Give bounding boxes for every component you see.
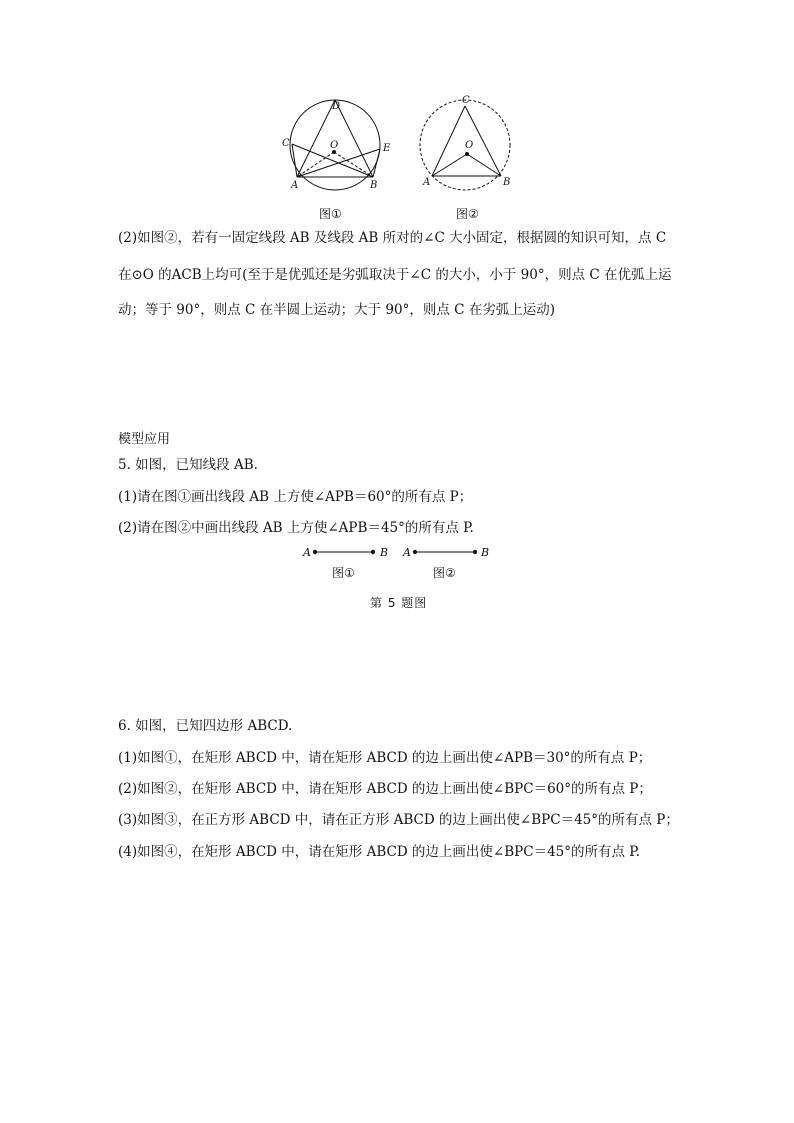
fig1-caption: 图① <box>319 207 342 221</box>
q6-part-4: (4)如图④，在矩形 ABCD 中，请在矩形 ABCD 的边上画出使∠BPC＝45°的所有点 P. <box>118 844 640 860</box>
q6-part-1: (1)如图①，在矩形 ABCD 中，请在矩形 ABCD 的边上画出使∠APB＝30°的所有点 P； <box>118 750 652 766</box>
fig1-label-A: A <box>291 180 299 191</box>
paragraph-2-line-1: (2)如图②，若有一固定线段 AB 及线段 AB 所对的∠C 大小固定，根据圆的知识可知，点 C <box>118 230 667 246</box>
q5-fig1-point-a <box>313 550 316 553</box>
fig1-line-OA <box>297 152 334 177</box>
q6-part-3: (3)如图③，在正方形 ABCD 中，请在正方形 ABCD 的边上画出使∠BPC＝45°的所有点 P； <box>118 812 679 828</box>
q5-fig1-label-a: A <box>303 546 311 559</box>
q5-part-1: (1)请在图①画出线段 AB 上方使∠APB＝60°的所有点 P； <box>118 489 473 505</box>
fig2-point-O <box>466 153 469 156</box>
q5-part-2: (2)请在图②中画出线段 AB 上方使∠APB＝45°的所有点 P. <box>118 520 474 536</box>
fig1-label-O: O <box>330 140 339 151</box>
q6-stem: 6. 如图，已知四边形 ABCD. <box>118 718 293 734</box>
q5-fig1-point-b <box>371 550 374 553</box>
q5-fig2-point-b <box>473 550 476 553</box>
q5-fig1-label-b: B <box>380 546 389 559</box>
fig1-line-EA <box>297 149 380 177</box>
fig2-label-O: O <box>465 140 474 151</box>
fig2-label-A: A <box>423 177 431 188</box>
fig2-label-B: B <box>503 177 511 188</box>
fig1-label-E: E <box>383 143 391 154</box>
q6-part-2: (2)如图②，在矩形 ABCD 中，请在矩形 ABCD 的边上画出使∠BPC＝60°的所有点 P； <box>118 781 652 797</box>
fig1-label-B: B <box>370 180 378 191</box>
section-title: 模型应用 <box>118 432 171 447</box>
q5-segment-figures <box>300 540 500 590</box>
paragraph-2-line-2: 在⊙O 的ACB上均可(至于是优弧还是劣弧取决于∠C 的大小，小于 90°，则点 C 在优弧上运 <box>118 267 672 283</box>
q5-fig2-caption: 图② <box>433 566 456 580</box>
fig1-line-DB <box>335 100 373 177</box>
q5-figure-caption: 第 5 题图 <box>370 596 428 610</box>
q5-fig1-caption: 图① <box>332 566 355 580</box>
fig1-line-EB <box>373 149 380 177</box>
fig2-label-C: C <box>462 95 470 106</box>
fig1-line-AD <box>297 100 335 177</box>
paragraph-2-line-3: 动；等于 90°，则点 C 在半圆上运动；大于 90°，则点 C 在劣弧上运动) <box>118 302 556 318</box>
q5-fig2-label-a: A <box>403 546 411 559</box>
fig2-caption: 图② <box>456 207 479 221</box>
fig1-label-D: D <box>332 101 341 112</box>
q5-fig2-label-b: B <box>481 546 490 559</box>
q5-stem: 5. 如图，已知线段 AB. <box>118 457 258 473</box>
circle-figures <box>282 92 522 202</box>
fig1-label-C: C <box>282 138 290 149</box>
q5-fig2-point-a <box>413 550 416 553</box>
